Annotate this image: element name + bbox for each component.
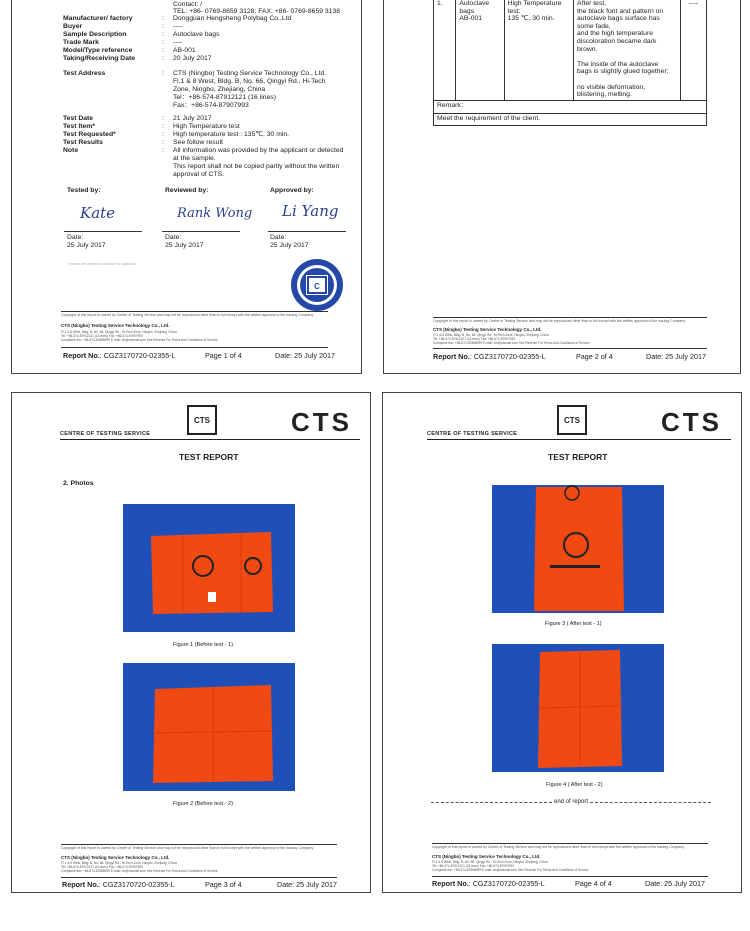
report-number: Report No.: CGZ3170720-02355-L — [63, 351, 176, 360]
text-line: discoloration became dark — [577, 37, 657, 45]
company-address: Fl.1 & 8 West, Bldg. B, No. 66, Qingyi Rd., Hi-Tech Zone, Ningbo, Zhejiang, China Tel: +86-574-87912121 (16 lines) Fax: +86-574-87907993 Complaint line: +86-574-87888999 E-mail: cts@ctsmail.com See Reverse For Terms And Conditions of Service — [432, 860, 589, 872]
field-label: Sample Description — [63, 30, 127, 38]
field-label: Test Date — [63, 115, 94, 122]
centre-of-testing: CENTRE OF TESTING SERVICE — [60, 431, 151, 437]
row-sample — [456, 0, 504, 100]
signature-approved: Li Yang — [282, 202, 339, 220]
svg-text:C: C — [314, 282, 320, 291]
report-date: Date: 25 July 2017 — [646, 352, 706, 361]
colon: : — [162, 115, 164, 122]
field-value: Dongguan Hengsheng Polybag Co.,Ltd — [173, 15, 292, 22]
table-row — [434, 113, 707, 125]
text-line: at the sample. — [173, 154, 216, 162]
text-line: All information was provided by the applicant or detected — [173, 147, 344, 154]
cts-logo-icon: CTS — [557, 405, 587, 435]
text-line: Tel：+86-574-87912121 (16 lines) — [173, 93, 276, 101]
report-page-4 — [382, 392, 742, 893]
photo-before-1 — [123, 504, 295, 632]
row-test — [504, 0, 573, 100]
field-value: Autoclave bags — [173, 30, 220, 38]
report-page-3 — [11, 392, 371, 893]
table-row — [434, 0, 707, 100]
colon: : — [162, 54, 164, 62]
report-number: Report No.: CGZ3170720-02355-L — [62, 880, 175, 889]
text-line: approval of CTS. — [173, 170, 224, 178]
field-label: Model/Type reference — [63, 46, 133, 54]
company-address: Fl.1 & 8 West, Bldg. B, No. 66, Qingyi Rd., Hi-Tech Zone, Ningbo, Zhejiang, China Tel: +86-574-87912121 (16 lines) Fax: +86-574-87907993 Complaint line: +86-574-87888999 E-mail: cts@ctsmail.com See Reverse For Terms And Conditions of Service — [433, 333, 590, 345]
text-line: After test, — [577, 0, 607, 7]
copyright-text: Copyright of this report is owned by Centre of Testing Service and may not be reproduced other than in full except with the written approval of the issuing Company. — [432, 845, 685, 849]
field-label: Buyer — [63, 22, 83, 30]
text-line: blistering, melting. — [577, 91, 632, 99]
footer-rule — [433, 317, 707, 318]
figure-caption: Figure 4 ( After test - 2) — [546, 782, 603, 788]
test-report-title: TEST REPORT — [179, 452, 239, 462]
report-number: Report No.: CGZ3170720-02355-L — [432, 879, 545, 888]
date-label: Date: — [270, 234, 287, 241]
field-value: High Temperature test — [173, 122, 240, 130]
footer-rule — [61, 347, 328, 348]
seal-stamp-icon — [289, 257, 345, 313]
colon: : — [162, 130, 164, 138]
figure-caption: Figure 2 (Before test - 2) — [173, 801, 233, 807]
table-row — [434, 100, 707, 113]
note-label: Note — [63, 147, 79, 154]
page-number: Page 3 of 4 — [205, 880, 242, 889]
text-line: High Temperature — [507, 0, 562, 7]
date-label: Date: — [67, 234, 84, 241]
signature-line — [64, 231, 142, 232]
colon: : — [162, 147, 164, 154]
text-line: The inside of the autoclave — [577, 60, 659, 68]
header-rule — [60, 439, 360, 440]
section-title: 2. Photos — [63, 480, 94, 487]
date-value: 25 July 2017 — [67, 242, 106, 249]
figure-caption: Figure 1 (Before test - 1) — [173, 642, 233, 648]
text-line — [577, 76, 677, 84]
text-line: bags — [459, 7, 475, 15]
report-date: Date: 25 July 2017 — [277, 880, 337, 889]
report-page-1 — [11, 0, 362, 374]
page-number: Page 1 of 4 — [205, 351, 242, 360]
text-line: AB-001 — [459, 15, 483, 23]
colon: : — [162, 46, 164, 54]
asterisk-note: * means the content is provided by applicant — [67, 262, 136, 266]
remark-label: Remark： — [434, 100, 707, 113]
date-value: 25 July 2017 — [165, 242, 204, 249]
date-value: 25 July 2017 — [270, 242, 309, 249]
text-line: autoclave bags surface has — [577, 15, 660, 23]
footer-rule — [61, 877, 337, 878]
company-address: Fl.1 & 8 West, Bldg. B, No. 66, Qingyi Rd., Hi-Tech Zone, Ningbo, Zhejiang, China Tel: +86-574-87912121 (16 lines) Fax: +86-574-87907993 Complaint line: +86-574-87888999 E-mail: cts@ctsmail.com See Reverse For Terms And Conditions of Service — [61, 330, 218, 342]
end-of-report: end of report — [431, 799, 711, 805]
photo-before-2 — [123, 663, 295, 791]
cts-brand: CTS — [291, 407, 352, 437]
field-label: Taking/Receiving Date — [63, 54, 136, 62]
test-address — [173, 70, 326, 110]
report-number: Report No.: CGZ3170720-02355-L — [433, 352, 546, 361]
field-value: ---- — [173, 38, 183, 46]
footer-rule — [433, 348, 707, 349]
photo-after-1 — [492, 485, 664, 613]
footer-rule — [432, 876, 708, 877]
report-page-2 — [383, 0, 741, 374]
text-line: no visible deformation, — [577, 83, 646, 91]
text-line: Fl.1 & 8 West, Bldg. B, No. 66, Qingyi Rd., Hi-Tech — [173, 77, 326, 85]
tel-line: TEL: +86- 0769-8659 3128; FAX: +86- 0769-8659 3138 — [173, 8, 341, 15]
field-label: Test Requested* — [63, 130, 116, 138]
row-number: 1. — [434, 0, 456, 100]
row-result — [574, 0, 681, 100]
signature-reviewed: Rank Wong — [177, 206, 253, 221]
cts-logo-icon: CTS — [187, 405, 217, 435]
company-name: CTS (Ningbo) Testing Service Technology Co., Ltd. — [432, 854, 541, 859]
company-name: CTS (Ningbo) Testing Service Technology Co., Ltd. — [61, 855, 170, 860]
company-address: Fl.1 & 8 West, Bldg. B, No. 66, Qingyi Rd., Hi-Tech Zone, Ningbo, Zhejiang, China Tel: +86-574-87912121 (16 lines) Fax: +86-574-87907993 Complaint line: +86-574-87888999 E-mail: cts@ctsmail.com See Reverse For Terms And Conditions of Service — [61, 861, 218, 873]
note-text — [173, 147, 343, 179]
field-label: Test Item* — [63, 122, 95, 130]
page-number: Page 2 of 4 — [576, 352, 613, 361]
footer-rule — [432, 843, 708, 844]
field-label: Test Results — [63, 138, 103, 146]
contact-line: Contact: / — [173, 1, 203, 8]
date-label: Date: — [165, 234, 182, 241]
field-value: 20 July 2017 — [173, 54, 212, 62]
text-line: and the high temperature — [577, 30, 653, 38]
test-address-label: Test Address — [63, 70, 106, 77]
text-line: Fax：+86-574-87907993 — [173, 101, 249, 109]
report-date: Date: 25 July 2017 — [645, 879, 705, 888]
text-line: the black font and pattern on — [577, 7, 664, 15]
copyright-text: Copyright of this report is owned by Centre of Testing Service and may not be reproduced other than in full except with the written approval of the issuing Company. — [61, 313, 314, 317]
test-report-title: TEST REPORT — [548, 452, 608, 462]
field-value: See follow result — [173, 138, 223, 146]
text-line: Autoclave — [459, 0, 490, 7]
field-value: 21 July 2017 — [173, 115, 212, 122]
signature-line — [162, 231, 240, 232]
centre-of-testing: CENTRE OF TESTING SERVICE — [427, 431, 518, 437]
text-line: bags is slightly glued together; — [577, 68, 669, 76]
colon: : — [162, 70, 164, 77]
page-number: Page 4 of 4 — [575, 879, 612, 888]
text-line: test: — [507, 7, 521, 15]
footer-rule — [61, 844, 337, 845]
cts-brand: CTS — [661, 407, 722, 437]
signature-tested: Kate — [80, 204, 116, 222]
footer-rule — [61, 311, 328, 312]
field-label: Manufacturer/ factory — [63, 15, 133, 22]
header-rule — [427, 439, 731, 440]
field-value: AB-001 — [173, 46, 196, 54]
field-value: High temperature test : 135℃, 30 min. — [173, 130, 290, 138]
text-line — [577, 53, 677, 61]
colon: : — [162, 22, 164, 30]
remark-text: Meet the requirement of the client. — [434, 113, 707, 125]
colon: : — [162, 38, 164, 46]
company-name: CTS (Ningbo) Testing Service Technology Co., Ltd. — [61, 323, 170, 328]
result-table — [433, 0, 707, 126]
colon: : — [162, 30, 164, 38]
copyright-text: Copyright of this report is owned by Centre of Testing Service and may not be reproduced other than in full except with the written approval of the issuing Company. — [433, 319, 686, 323]
colon: : — [162, 138, 164, 146]
text-line: Zone, Ningbo, Zhejiang, China — [173, 85, 266, 93]
reviewed-by-label: Reviewed by: — [165, 187, 209, 194]
row-verdict: ---- — [681, 0, 707, 100]
report-date: Date: 25 July 2017 — [275, 351, 335, 360]
text-line: brown. — [577, 45, 598, 53]
approved-by-label: Approved by: — [270, 187, 314, 194]
company-name: CTS (Ningbo) Testing Service Technology Co., Ltd. — [433, 327, 542, 332]
colon: : — [162, 15, 164, 22]
text-line: some fade, — [577, 22, 611, 30]
text-line: CTS (Ningbo) Testing Service Technology Co., Ltd. — [173, 70, 327, 77]
tested-by-label: Tested by: — [67, 187, 101, 194]
text-line: This report shall not be copied partly without the written — [173, 162, 340, 170]
photo-after-2 — [492, 644, 664, 772]
field-label: Trade Mark — [63, 38, 99, 46]
field-value: ---- — [173, 22, 183, 30]
figure-caption: Figure 3 ( After test - 1) — [545, 621, 602, 627]
signature-line — [268, 231, 346, 232]
text-line: 135 ℃, 30 min. — [507, 15, 555, 23]
copyright-text: Copyright of this report is owned by Centre of Testing Service and may not be reproduced other than in full except with the written approval of the issuing Company. — [61, 846, 314, 850]
colon: : — [162, 122, 164, 130]
